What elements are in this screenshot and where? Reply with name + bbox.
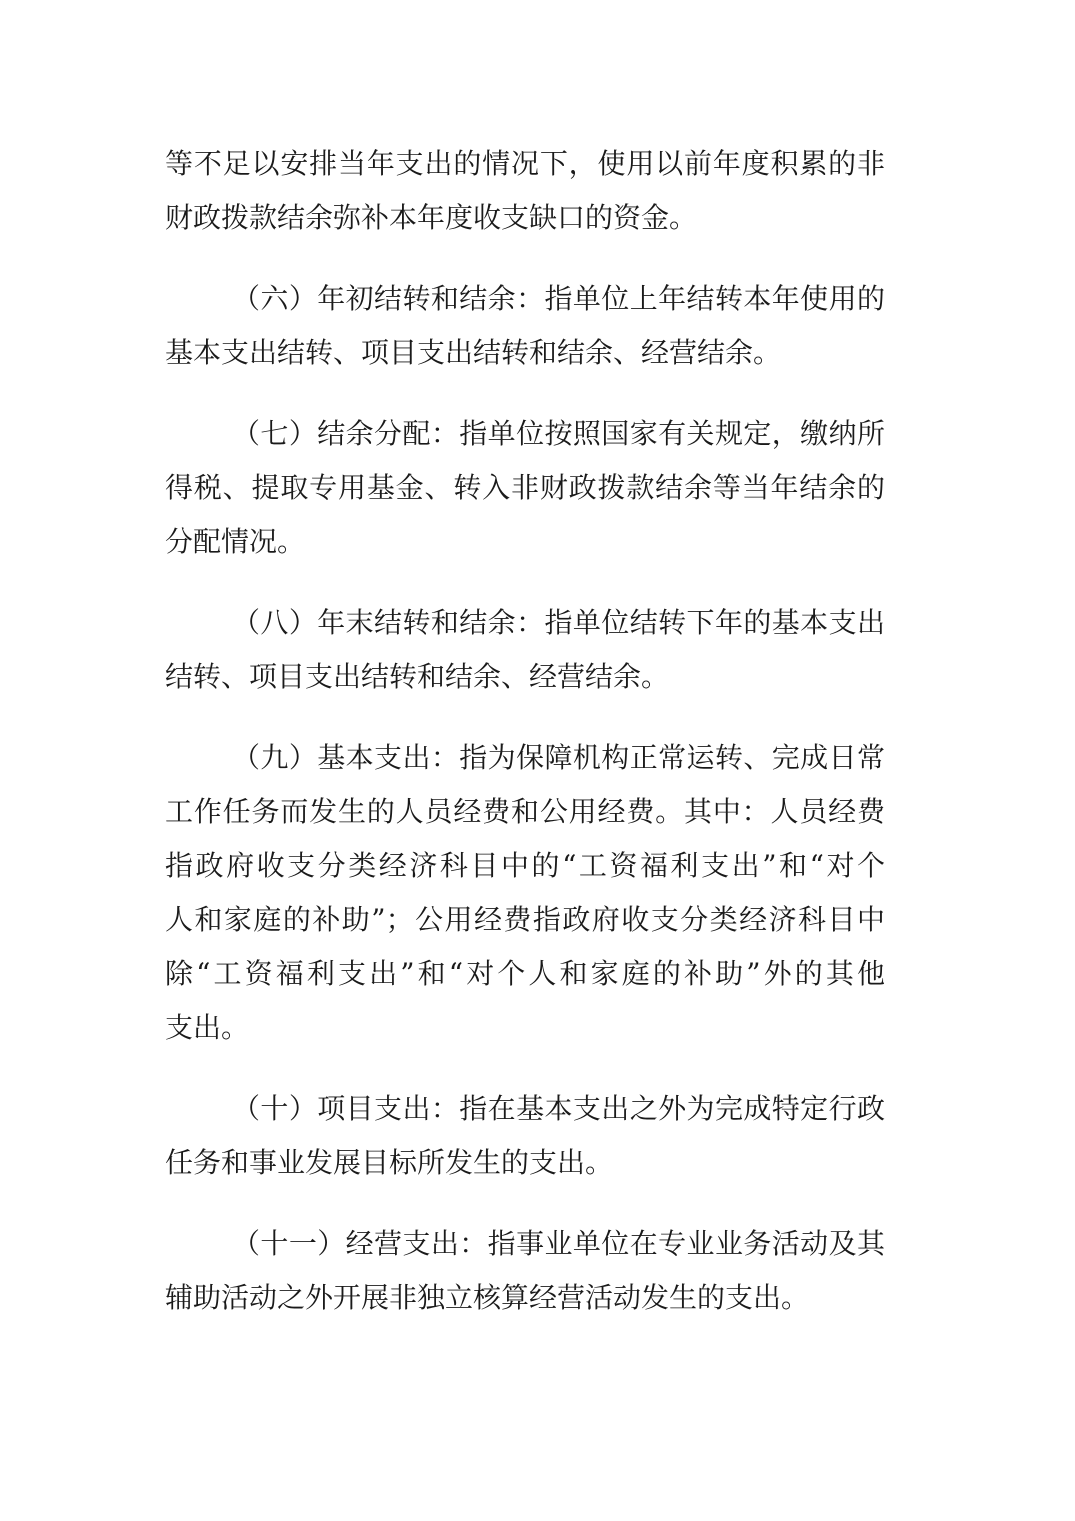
paragraph-line: （六）年初结转和结余：指单位上年结转本年使用的	[232, 282, 885, 315]
paragraph-line: 支出。	[165, 1011, 250, 1044]
paragraph-line: （七）结余分配：指单位按照国家有关规定，缴纳所	[232, 417, 885, 450]
paragraph-line: （十一）经营支出：指事业单位在专业业务活动及其	[232, 1227, 885, 1260]
paragraph-line: （十）项目支出：指在基本支出之外为完成特定行政	[232, 1092, 885, 1125]
paragraph-line: 指政府收支分类经济科目中的“工资福利支出”和“对个	[165, 849, 885, 882]
paragraph-line: 任务和事业发展目标所发生的支出。	[165, 1146, 614, 1179]
paragraph-line: 分配情况。	[165, 525, 306, 558]
paragraph-line: 人和家庭的补助”；公用经费指政府收支分类经济科目中	[165, 903, 885, 936]
paragraph-line: 结转、项目支出结转和结余、经营结余。	[165, 660, 670, 693]
paragraph-line: 等不足以安排当年支出的情况下，使用以前年度积累的非	[165, 147, 885, 180]
paragraph-line: 得税、提取专用基金、转入非财政拨款结余等当年结余的	[165, 471, 885, 504]
paragraph-line: （八）年末结转和结余：指单位结转下年的基本支出	[232, 606, 885, 639]
paragraph-line: 除“工资福利支出”和“对个人和家庭的补助”外的其他	[165, 957, 885, 990]
paragraph-line: （九）基本支出：指为保障机构正常运转、完成日常	[232, 741, 885, 774]
paragraph-line: 基本支出结转、项目支出结转和结余、经营结余。	[165, 336, 782, 369]
paragraph-line: 财政拨款结余弥补本年度收支缺口的资金。	[165, 201, 698, 234]
paragraph-line: 工作任务而发生的人员经费和公用经费。其中：人员经费	[165, 795, 885, 828]
paragraph-line: 辅助活动之外开展非独立核算经营活动发生的支出。	[165, 1281, 810, 1314]
